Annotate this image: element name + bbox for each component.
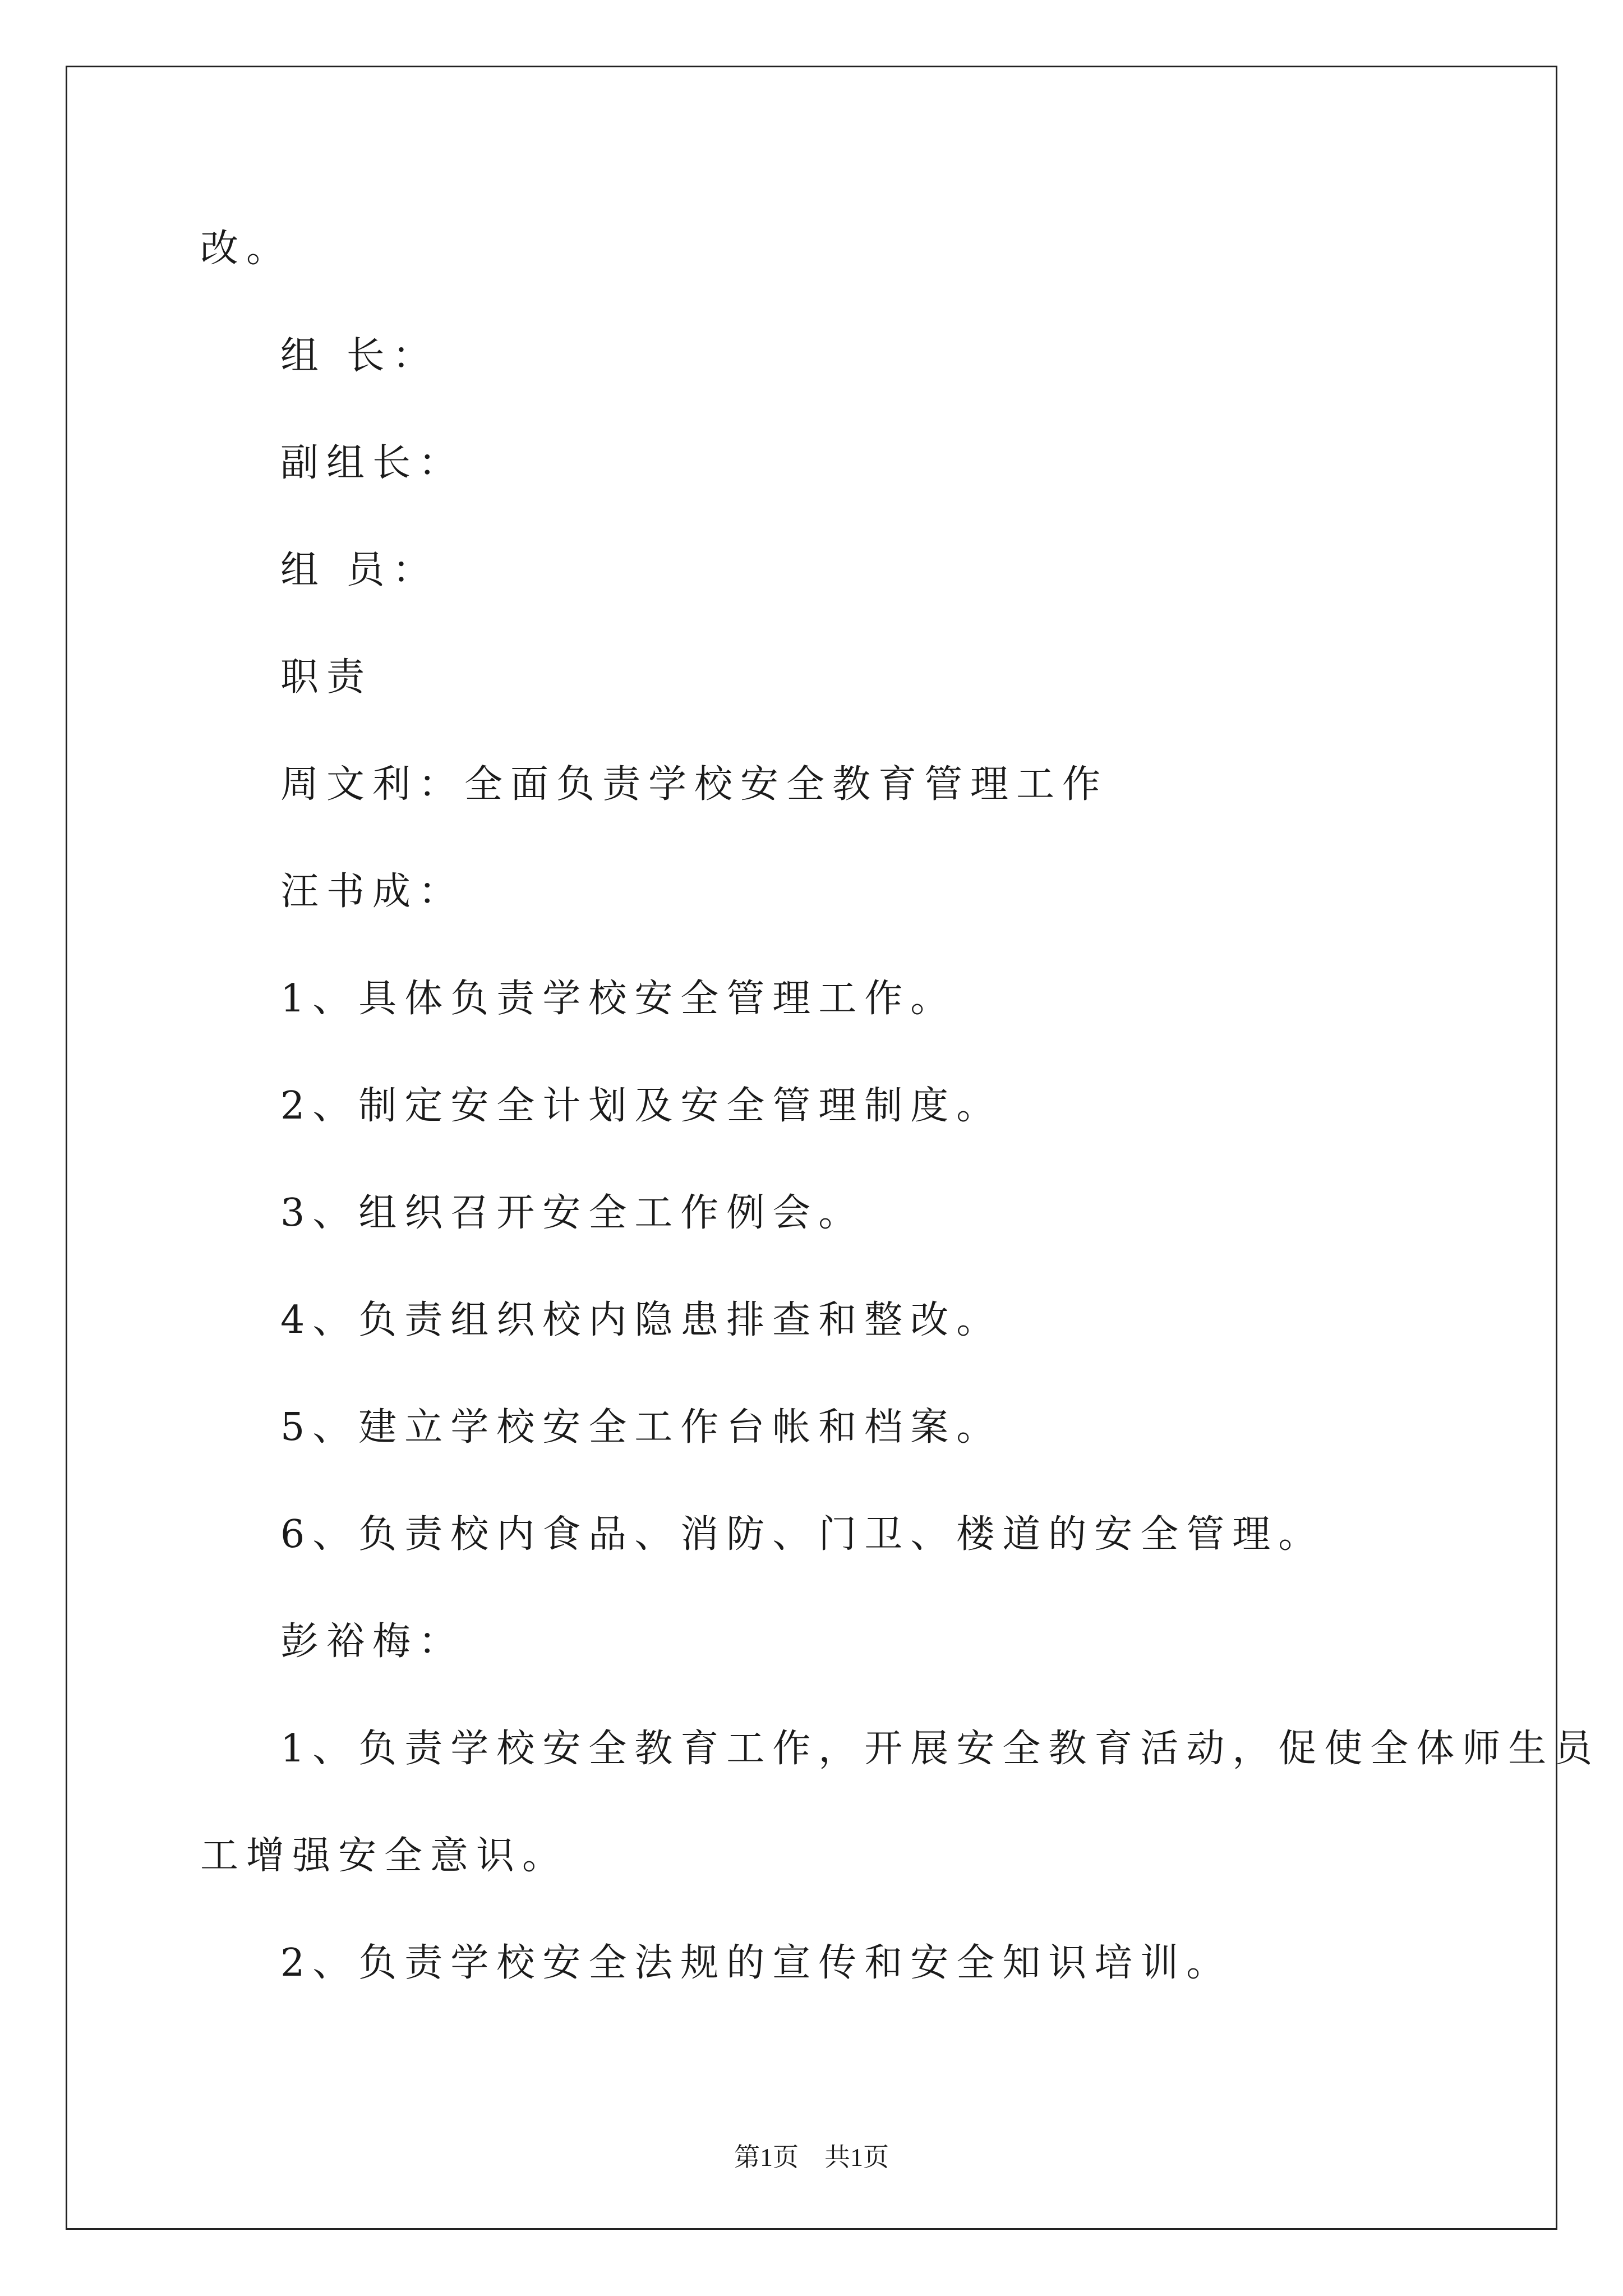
- paragraph-wang-shucheng: 汪书成：: [280, 869, 465, 914]
- page-number-total: 共1页: [824, 2143, 889, 2171]
- paragraph-peng-yumei: 彭裕梅：: [280, 1619, 465, 1664]
- paragraph-group-leader: 组 长：: [280, 334, 439, 378]
- paragraph-continuation: 改。: [200, 227, 293, 271]
- list-item: 5、建立学校安全工作台帐和档案。: [280, 1405, 1003, 1450]
- paragraph-deputy-leader: 副组长：: [280, 441, 465, 485]
- list-item: 4、负责组织校内隐患排查和整改。: [280, 1298, 1003, 1342]
- page-footer: [0, 2145, 1623, 2170]
- list-item: 2、制定安全计划及安全管理制度。: [280, 1084, 1003, 1128]
- list-item: 1、具体负责学校安全管理工作。: [280, 977, 957, 1021]
- paragraph-group-members: 组 员：: [280, 548, 439, 592]
- list-item: 6、负责校内食品、消防、门卫、楼道的安全管理。: [280, 1512, 1325, 1557]
- page-number-current: 第1页: [734, 2143, 799, 2171]
- paragraph-zhou-wenli: 周文利：全面负责学校安全教育管理工作: [280, 762, 1109, 807]
- section-heading-duties: 职责: [280, 655, 373, 700]
- list-item-continuation: 工增强安全意识。: [200, 1834, 569, 1878]
- list-item: 1、负责学校安全教育工作，开展安全教育活动，促使全体师生员: [280, 1727, 1601, 1771]
- list-item: 3、组织召开安全工作例会。: [280, 1191, 865, 1235]
- list-item: 2、负责学校安全法规的宣传和安全知识培训。: [280, 1941, 1233, 1985]
